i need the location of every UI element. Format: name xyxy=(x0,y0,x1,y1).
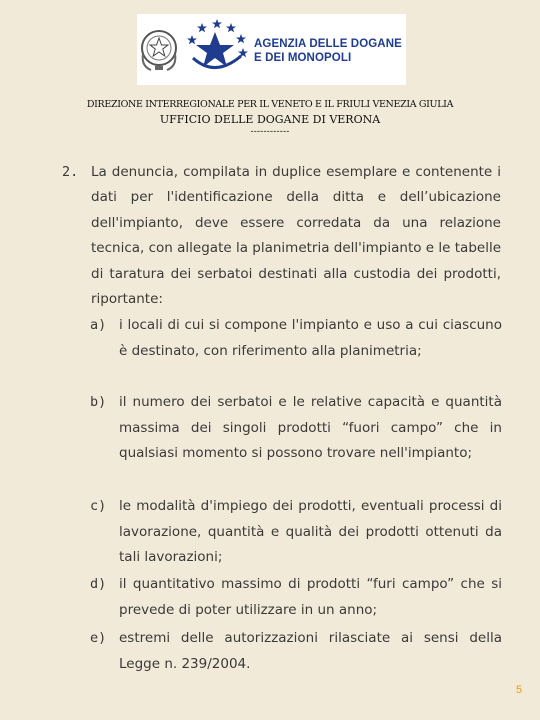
agency-logo-banner xyxy=(137,14,406,85)
list-item-text: il quantitativo massimo di prodotti “furi campo” che si prevede di poter utilizzare in un anno; xyxy=(119,576,502,618)
list-item-text: i locali di cui si compone l'impianto e uso a cui ciascuno è destinato, con riferimento alla planimetria; xyxy=(119,317,502,359)
list-item-letter: d) xyxy=(90,576,107,592)
list-item-letter: b) xyxy=(90,394,107,410)
header-separator: ------------ xyxy=(250,127,290,137)
list-item-text: le modalità d'impiego dei prodotti, eventuali processi di lavorazione, quantità e qualità dei prodotti ottenuti da tali lavorazioni; xyxy=(119,498,502,566)
stars-logo-icon xyxy=(185,18,249,82)
list-item-letter: a) xyxy=(90,317,107,333)
agency-name-line2: E DEI MONOPOLI xyxy=(254,52,352,64)
agency-name-line1: AGENZIA DELLE DOGANE xyxy=(254,38,402,50)
office-title: UFFICIO DELLE DOGANE DI VERONA xyxy=(159,113,381,126)
list-item-text: il numero dei serbatoi e le relative capacità e quantità massima dei singoli prodotti “fuori campo” che in qualsiasi momento si possono trovare nell'impianto; xyxy=(119,394,502,462)
italian-republic-emblem-icon xyxy=(137,24,181,74)
intro-paragraph: La denuncia, compilata in duplice esemplare e contenente i dati per l'identificazione della ditta e dell’ubicazione dell'impianto, deve essere corredata da una relazione tecnica, con allegate la planimetria dell'impianto e le tabelle di taratura dei serbatoi destinati alla custodia dei prodotti, riportante: xyxy=(91,164,501,308)
list-item-letter: e) xyxy=(90,630,107,646)
list-item-letter: c) xyxy=(90,498,107,514)
paragraph-number: 2. xyxy=(62,164,79,180)
list-item-text: estremi delle autorizzazioni rilasciate ai sensi della Legge n. 239/2004. xyxy=(119,630,502,672)
directorate-title: DIREZIONE INTERREGIONALE PER IL VENETO E IL FRIULI VENEZIA GIULIA xyxy=(86,99,454,110)
page-number: 5 xyxy=(516,684,523,696)
